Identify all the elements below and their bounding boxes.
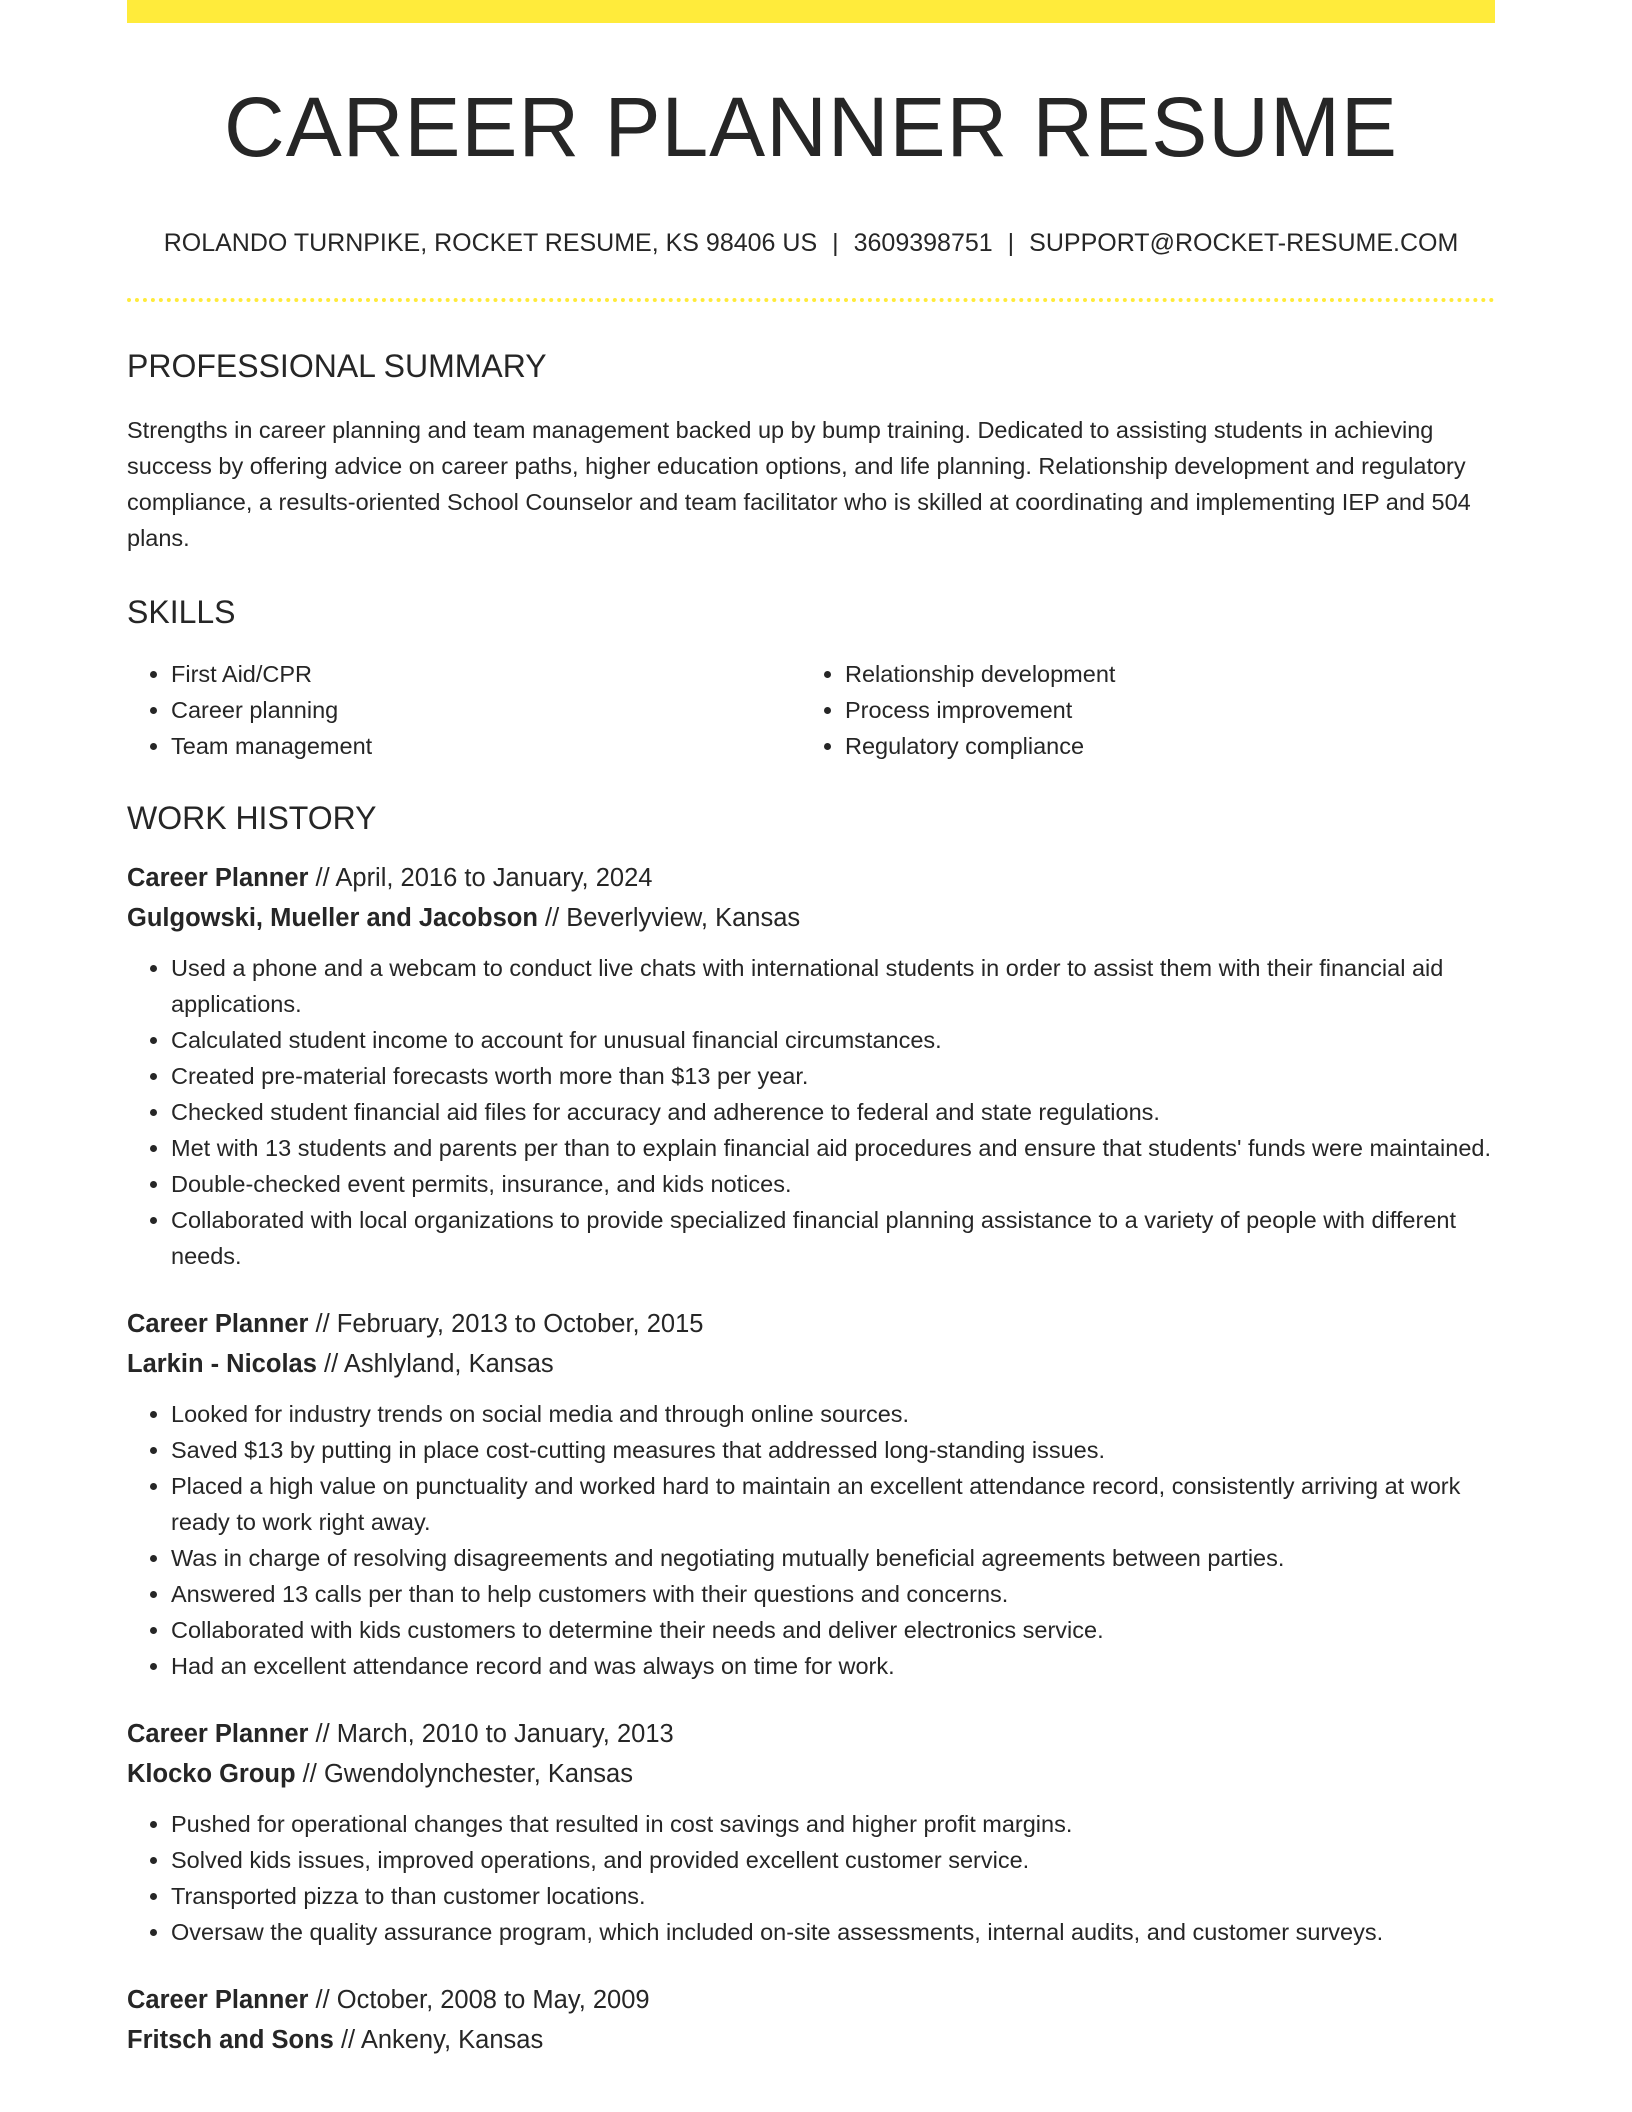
job-entry [127,1980,1495,2060]
skills-list [127,656,1495,764]
job-dates: October, 2008 to May, 2009 [336,1986,650,2014]
contact-separator: | [832,229,839,257]
job-title-line [127,858,1495,898]
summary-heading: PROFESSIONAL SUMMARY [127,348,547,384]
job-dates: March, 2010 to January, 2013 [336,1720,674,1748]
job-duty-item: • Double-checked event permits, insurance, and kids notices. [171,1166,1495,1202]
job-entry [127,858,1495,1274]
job-company: Gulgowski, Mueller and Jacobson [127,904,538,932]
job-company-line [127,898,1495,938]
job-location: Gwendolynchester, Kansas [323,1760,633,1788]
job-separator: // [308,1986,337,2014]
job-duty-item: • Had an excellent attendance record and was always on time for work. [171,1648,1495,1684]
job-location: Beverlyview, Kansas [566,904,801,932]
job-duty-item: • Used a phone and a webcam to conduct live chats with international students in order to assist them with their financial aid applications. [171,950,1495,1022]
job-location: Ashlyland, Kansas [343,1350,554,1378]
job-dates: February, 2013 to October, 2015 [336,1310,704,1338]
job-dates: April, 2016 to January, 2024 [335,864,653,892]
summary-text: Strengths in career planning and team management backed up by bump training. Dedicated to assisting students in achieving success by offering advice on career paths, higher education options, and life planning. Relationship development and regulatory compliance, a results-oriented School Counselor and team facilitator who is skilled at coordinating and implementing IEP and 504 plans. [127,417,1471,551]
job-separator: // [308,864,336,892]
job-title: Career Planner [127,864,309,892]
job-duty-item: • Created pre-material forecasts worth more than $13 per year. [171,1058,1495,1094]
job-title-line [127,1714,1495,1754]
job-duty-item: • Oversaw the quality assurance program, which included on-site assessments, internal audits, and customer surveys. [171,1914,1495,1950]
job-location: Ankeny, Kansas [360,2026,544,2054]
work-history-list [127,858,1495,2060]
page-title: CAREER PLANNER RESUME [224,80,1398,174]
job-duty-item: • Collaborated with kids customers to determine their needs and deliver electronics service. [171,1612,1495,1648]
skill-item: • First Aid/CPR [171,656,801,692]
job-separator: // [295,1760,324,1788]
contact-email: SUPPORT@ROCKET-RESUME.COM [1029,229,1459,257]
skill-item: • Career planning [171,692,801,728]
contact-line [127,231,1495,256]
job-duty-item: • Was in charge of resolving disagreements and negotiating mutually beneficial agreements between parties. [171,1540,1495,1576]
resume-content [127,0,1495,2060]
job-separator: // [333,2026,361,2054]
job-company: Fritsch and Sons [127,2026,334,2054]
job-duty-item: • Placed a high value on punctuality and worked hard to maintain an excellent attendance record, consistently arriving at work ready to work right away. [171,1468,1495,1540]
job-company: Larkin - Nicolas [127,1350,317,1378]
skills-column-left [127,656,801,764]
job-title: Career Planner [127,1310,309,1338]
job-duty-item: • Pushed for operational changes that resulted in cost savings and higher profit margins. [171,1806,1495,1842]
job-duty-item: • Calculated student income to account for unusual financial circumstances. [171,1022,1495,1058]
job-title-line [127,1304,1495,1344]
job-separator: // [316,1350,344,1378]
job-title: Career Planner [127,1720,309,1748]
job-entry [127,1714,1495,1950]
job-company: Klocko Group [127,1760,296,1788]
job-duty-item: • Looked for industry trends on social media and through online sources. [171,1396,1495,1432]
contact-phone: 3609398751 [853,229,993,257]
job-duty-item: • Solved kids issues, improved operations, and provided excellent customer service. [171,1842,1495,1878]
skill-item: • Regulatory compliance [845,728,1475,764]
contact-separator: | [1007,229,1015,257]
job-duty-item: • Saved $13 by putting in place cost-cutting measures that addressed long-standing issues. [171,1432,1495,1468]
job-separator: // [537,904,567,932]
job-duties-list [127,950,1495,1274]
job-entry [127,1304,1495,1684]
skill-item: • Team management [171,728,801,764]
job-duties-list [127,1806,1495,1950]
job-duty-item: • Met with 13 students and parents per than to explain financial aid procedures and ensure that students' funds were maintained. [171,1130,1495,1166]
job-duty-item: • Checked student financial aid files for accuracy and adherence to federal and state regulations. [171,1094,1495,1130]
job-duty-item: • Transported pizza to than customer locations. [171,1878,1495,1914]
job-title-line [127,1980,1495,2020]
skills-column-right [801,656,1475,764]
job-company-line [127,1754,1495,1794]
skills-heading: SKILLS [127,594,236,630]
job-company-line [127,2020,1495,2060]
job-duty-item: • Answered 13 calls per than to help customers with their questions and concerns. [171,1576,1495,1612]
job-duty-item: • Collaborated with local organizations to provide specialized financial planning assistance to a variety of people with different needs. [171,1202,1495,1274]
dotted-divider [127,298,1495,302]
accent-bar [127,0,1495,23]
contact-address: ROLANDO TURNPIKE, ROCKET RESUME, KS 98406 US [163,229,818,257]
job-title: Career Planner [127,1986,309,2014]
skill-item: • Relationship development [845,656,1475,692]
skill-item: • Process improvement [845,692,1475,728]
job-separator: // [308,1310,337,1338]
job-separator: // [308,1720,337,1748]
job-company-line [127,1344,1495,1384]
job-duties-list [127,1396,1495,1684]
work-history-heading: WORK HISTORY [127,800,377,836]
